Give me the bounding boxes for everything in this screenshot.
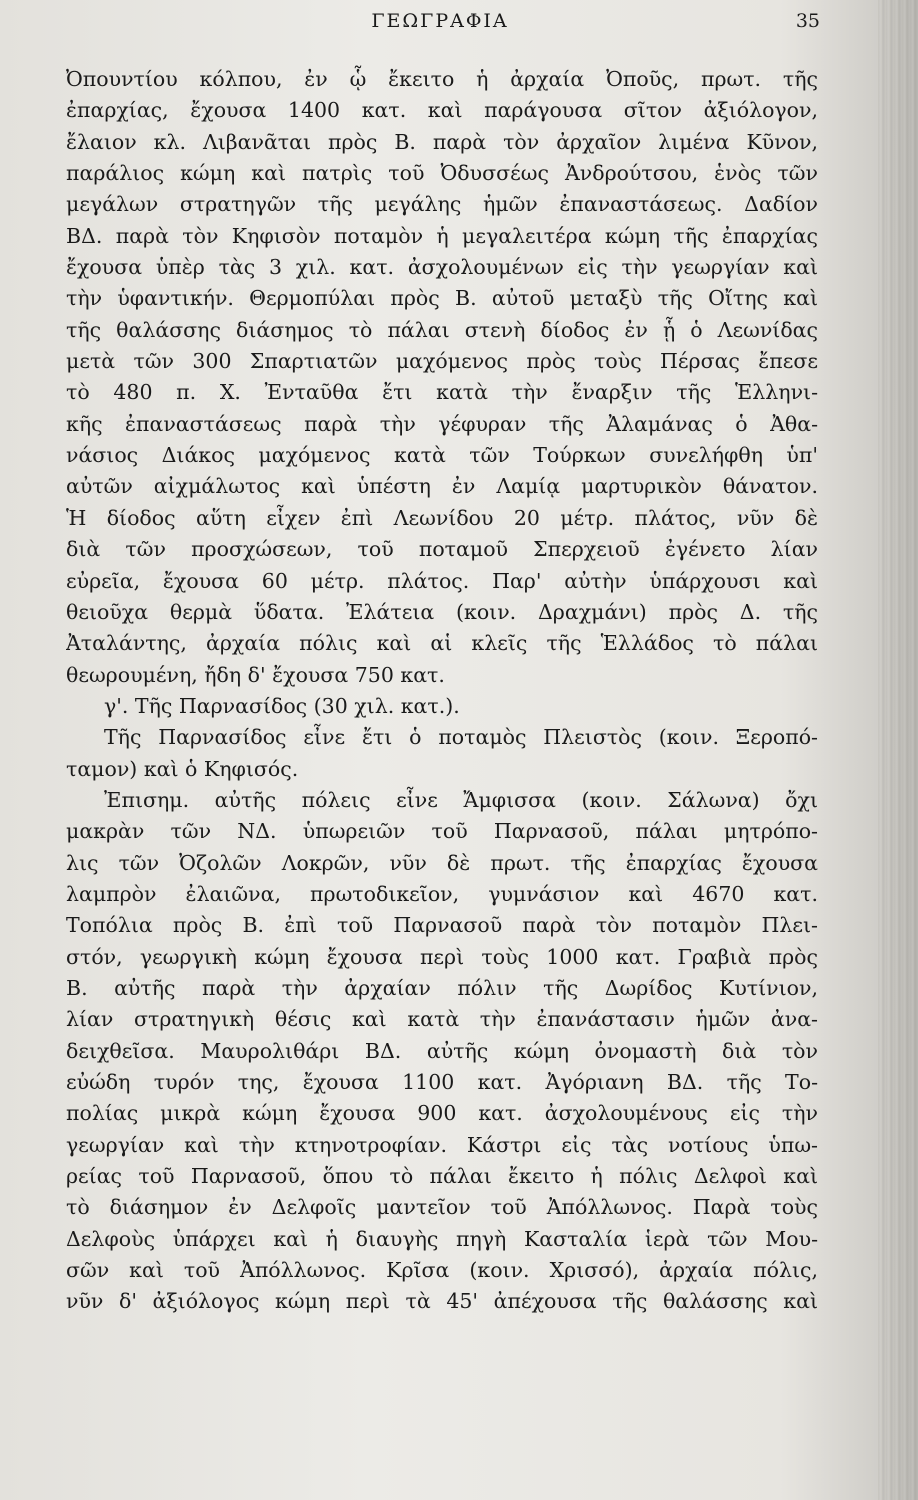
text-line: τὸ 480 π. Χ. Ἐνταῦθα ἔτι κατὰ τὴν ἔναρξιν τῆς Ἑλληνι-: [66, 380, 818, 405]
text-line: Ἐπισημ. αὐτῆς πόλεις εἶνε Ἄμφισσα (κοιν. Σάλωνα) ὄχι: [104, 787, 818, 812]
text-line: Ἡ δίοδος αὕτη εἶχεν ἐπὶ Λεωνίδου 20 μέτρ. πλάτος, νῦν δὲ: [66, 505, 818, 530]
text-line: ἔχουσα ὑπὲρ τὰς 3 χιλ. κατ. ἀσχολουμένων εἰς τὴν γεωργίαν καὶ: [66, 255, 818, 280]
page-number: 35: [795, 10, 820, 32]
running-title: ΓΕΩΓΡΑΦΙΑ: [371, 10, 509, 32]
text-line: θειοῦχα θερμὰ ὕδατα. Ἐλάτεια (κοιν. Δραχμάνι) πρὸς Δ. τῆς: [66, 599, 818, 624]
text-line: Ἀταλάντης, ἀρχαία πόλις καὶ αἱ κλεῖς τῆς Ἑλλάδος τὸ πάλαι: [66, 631, 818, 656]
text-line: αὐτῶν αἰχμάλωτος καὶ ὑπέστη ἐν Λαμίᾳ μαρτυρικὸν θάνατον.: [66, 474, 818, 499]
text-line: Τῆς Παρνασίδος εἶνε ἔτι ὁ ποταμὸς Πλειστὸς (κοιν. Ξεροπό-: [104, 725, 818, 750]
text-line: Ὀπουντίου κόλπου, ἐν ᾧ ἔκειτο ἡ ἀρχαία Ὀποῦς, πρωτ. τῆς: [66, 67, 818, 91]
text-line: μακρὰν τῶν ΝΔ. ὑπωρειῶν τοῦ Παρνασοῦ, πάλαι μητρόπο-: [66, 819, 818, 844]
text-line: τῆς θαλάσσης διάσημος τὸ πάλαι στενὴ δίοδος ἐν ᾗ ὁ Λεωνίδας: [66, 317, 818, 342]
text-line: πολίας μικρὰ κώμη ἔχουσα 900 κατ. ἀσχολουμένους εἰς τὴν: [66, 1101, 818, 1126]
text-line: κῆς ἐπαναστάσεως παρὰ τὴν γέφυραν τῆς Ἀλαμάνας ὁ Ἀθα-: [66, 411, 818, 436]
text-line: στόν, γεωργικὴ κώμη ἔχουσα περὶ τοὺς 1000 κατ. Γραβιὰ πρὸς: [66, 944, 818, 969]
text-line: γεωργίαν καὶ τὴν κτηνοτροφίαν. Κάστρι εἰς τὰς νοτίους ὑπω-: [66, 1132, 818, 1157]
text-line: εὐρεῖα, ἔχουσα 60 μέτρ. πλάτος. Παρ' αὐτὴν ὑπάρχουσι καὶ: [66, 568, 818, 593]
text-line: λίαν στρατηγικὴ θέσις καὶ κατὰ τὴν ἐπανάστασιν ἡμῶν ἀνα-: [66, 1007, 818, 1032]
text-line: ἔλαιον κλ. Λιβανᾶται πρὸς Β. παρὰ τὸν ἀρχαῖον λιμένα Κῦνον,: [66, 129, 818, 154]
page-edge: [878, 0, 918, 1500]
text-line: τὸ διάσημον ἐν Δελφοῖς μαντεῖον τοῦ Ἀπόλλωνος. Παρὰ τοὺς: [66, 1195, 818, 1220]
text-line: Δελφοὺς ὑπάρχει καὶ ἡ διαυγὴς πηγὴ Κασταλία ἱερὰ τῶν Μου-: [66, 1226, 818, 1251]
text-line: δειχθεῖσα. Μαυρολιθάρι ΒΔ. αὐτῆς κώμη ὀνομαστὴ διὰ τὸν: [66, 1038, 818, 1063]
text-line: εὐώδη τυρόν της, ἔχουσα 1100 κατ. Ἀγόριανη ΒΔ. τῆς Το-: [66, 1070, 818, 1094]
text-line: τὴν ὑφαντικήν. Θερμοπύλαι πρὸς Β. αὐτοῦ μεταξὺ τῆς Οἴτης καὶ: [66, 286, 818, 311]
text-line: λις τῶν Ὀζολῶν Λοκρῶν, νῦν δὲ πρωτ. τῆς ἐπαρχίας ἔχουσα: [66, 850, 818, 875]
body-text: [66, 64, 818, 1318]
section-heading: γ'. Τῆς Παρνασίδος (30 χιλ. κατ.).: [104, 693, 460, 718]
text-line: ΒΔ. παρὰ τὸν Κηφισὸν ποταμὸν ἡ μεγαλειτέρα κώμη τῆς ἐπαρχίας: [66, 223, 818, 248]
text-line: μεγάλων στρατηγῶν τῆς μεγάλης ἡμῶν ἐπαναστάσεως. Δαδίον: [66, 192, 818, 217]
text-line: νάσιος Διάκος μαχόμενος κατὰ τῶν Τούρκων συνελήφθη ὑπ': [66, 443, 818, 468]
text-line: ταμον) καὶ ὁ Κηφισός.: [66, 756, 299, 781]
text-line: μετὰ τῶν 300 Σπαρτιατῶν μαχόμενος πρὸς τοὺς Πέρσας ἔπεσε: [66, 349, 818, 374]
text-line: θεωρουμένη, ἤδη δ' ἔχουσα 750 κατ.: [66, 662, 445, 687]
text-line: Τοπόλια πρὸς Β. ἐπὶ τοῦ Παρνασοῦ παρὰ τὸν ποταμὸν Πλει-: [66, 913, 818, 938]
text-line: λαμπρὸν ἐλαιῶνα, πρωτοδικεῖον, γυμνάσιον καὶ 4670 κατ.: [66, 881, 818, 906]
text-line: ρείας τοῦ Παρνασοῦ, ὅπου τὸ πάλαι ἔκειτο ἡ πόλις Δελφοὶ καὶ: [66, 1164, 818, 1189]
text-line: ἐπαρχίας, ἔχουσα 1400 κατ. καὶ παράγουσα σῖτον ἀξιόλογον,: [66, 98, 818, 123]
running-header: [60, 10, 820, 44]
text-line: Β. αὐτῆς παρὰ τὴν ἀρχαίαν πόλιν τῆς Δωρίδος Κυτίνιον,: [66, 975, 818, 1000]
text-line: νῦν δ' ἀξιόλογος κώμη περὶ τὰ 45' ἀπέχουσα τῆς θαλάσσης καὶ: [66, 1289, 818, 1314]
text-line: διὰ τῶν προσχώσεων, τοῦ ποταμοῦ Σπερχειοῦ ἐγένετο λίαν: [66, 537, 818, 562]
text-line: παράλιος κώμη καὶ πατρὶς τοῦ Ὀδυσσέως Ἀνδρούτσου, ἑνὸς τῶν: [66, 161, 818, 186]
text-line: σῶν καὶ τοῦ Ἀπόλλωνος. Κρῖσα (κοιν. Χρισσό), ἀρχαία πόλις,: [66, 1258, 818, 1283]
